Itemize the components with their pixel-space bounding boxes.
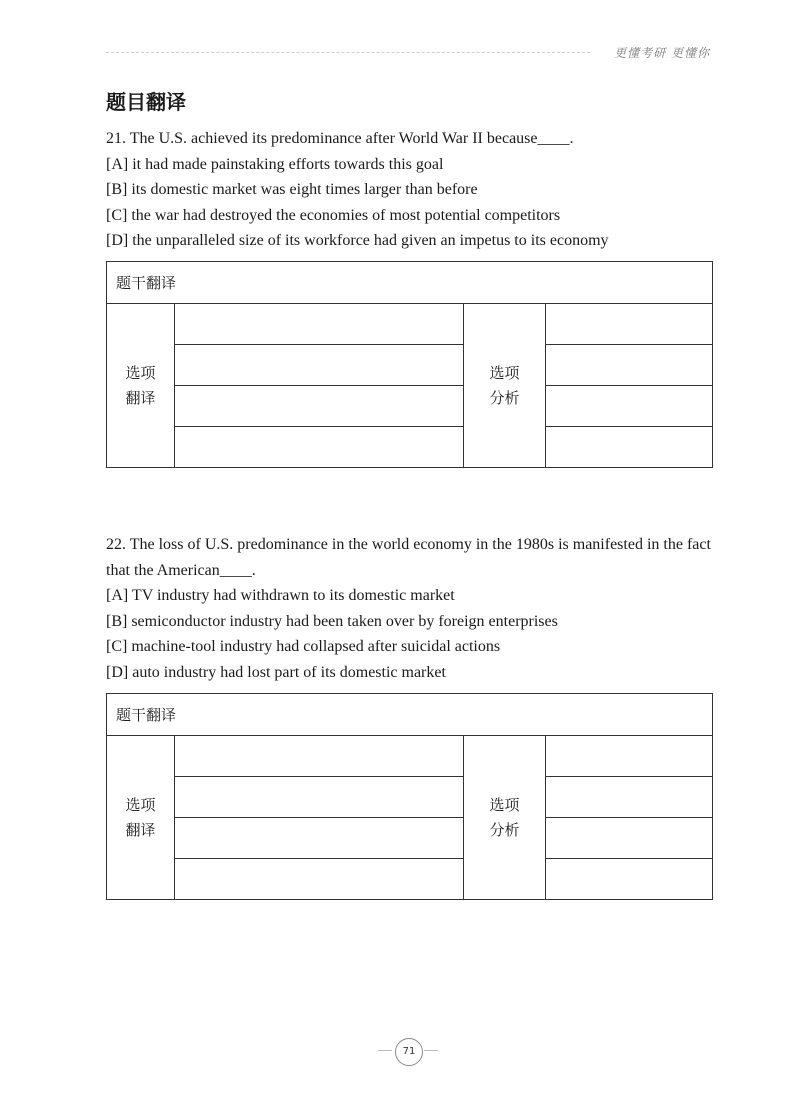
option-translation-label: [107, 304, 175, 468]
option-translation-label: [107, 736, 175, 900]
translation-cell[interactable]: [175, 859, 464, 900]
translation-cell[interactable]: [175, 777, 464, 818]
label-line-1: 选项: [489, 795, 520, 814]
label-line-2: 翻译: [125, 388, 156, 407]
analysis-cell[interactable]: [546, 386, 713, 427]
answer-table-21: [106, 261, 713, 468]
question-21: [106, 126, 712, 254]
page-number-ornament-left: [378, 1050, 392, 1051]
answer-table-22: [106, 693, 713, 900]
page-number: 71: [395, 1038, 423, 1066]
option-b: [B] its domestic market was eight times larger than before: [106, 181, 478, 198]
option-b: [B] semiconductor industry had been taken over by foreign enterprises: [106, 612, 558, 630]
section-title: 题目翻译: [106, 90, 186, 114]
option-c: [C] machine-tool industry had collapsed after suicidal actions: [106, 638, 501, 655]
stem-translation-label: 题干翻译: [107, 694, 713, 736]
question-22: [106, 532, 712, 685]
option-analysis-label: [464, 736, 546, 900]
analysis-cell[interactable]: [546, 777, 713, 818]
translation-cell[interactable]: [175, 736, 464, 777]
header-divider: [106, 52, 590, 53]
analysis-cell[interactable]: [546, 859, 713, 900]
translation-cell[interactable]: [175, 386, 464, 427]
question-stem: 21. The U.S. achieved its predominance after World War II because____.: [106, 130, 574, 147]
translation-cell[interactable]: [175, 304, 464, 345]
option-d: [D] the unparalleled size of its workforce had given an impetus to its economy: [106, 232, 609, 249]
option-d: [D] auto industry had lost part of its domestic market: [106, 663, 446, 681]
option-c: [C] the war had destroyed the economies of most potential competitors: [106, 206, 561, 224]
option-a: [A] TV industry had withdrawn to its domestic market: [106, 587, 455, 604]
analysis-cell[interactable]: [546, 736, 713, 777]
analysis-cell[interactable]: [546, 345, 713, 386]
analysis-cell[interactable]: [546, 427, 713, 468]
option-analysis-label: [464, 304, 546, 468]
label-line-2: 分析: [489, 388, 520, 407]
label-line-2: 分析: [489, 820, 520, 839]
translation-cell[interactable]: [175, 818, 464, 859]
analysis-cell[interactable]: [546, 818, 713, 859]
question-stem: 22. The loss of U.S. predominance in the world economy in the 1980s is manifested in the fact that the American____.: [106, 536, 711, 579]
translation-cell[interactable]: [175, 345, 464, 386]
analysis-cell[interactable]: [546, 304, 713, 345]
translation-cell[interactable]: [175, 427, 464, 468]
label-line-2: 翻译: [125, 820, 156, 839]
page-number-ornament-right: [424, 1050, 438, 1051]
label-line-1: 选项: [489, 363, 520, 382]
label-line-1: 选项: [125, 795, 156, 814]
stem-translation-label: 题干翻译: [107, 262, 713, 304]
option-a: [A] it had made painstaking efforts towards this goal: [106, 155, 444, 173]
label-line-1: 选项: [125, 363, 156, 382]
header-slogan: 更懂考研 更懂你: [614, 46, 710, 60]
